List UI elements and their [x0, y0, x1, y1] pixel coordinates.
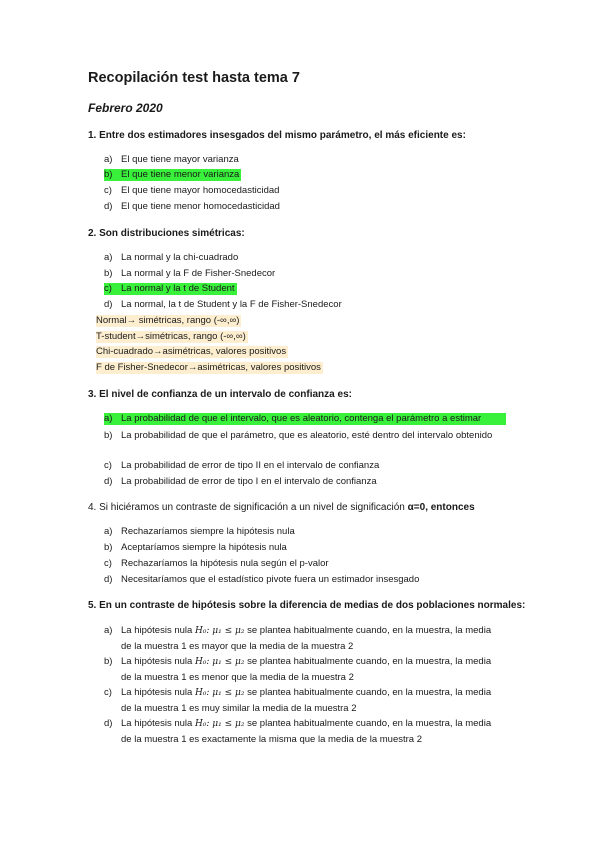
null-hypothesis-formula: H₀: μ₁ ≤ μ₂ [194, 719, 245, 729]
option-text: Aceptaríamos siempre la hipótesis nula [121, 542, 287, 553]
question-4 [88, 502, 475, 513]
q5-option-c [104, 685, 504, 716]
option-text: La probabilidad de error de tipo II en el intervalo de confianza [121, 460, 380, 471]
q3-option-d [104, 476, 377, 488]
q2-note-chicuadrado: Chi-cuadrado→asimétricas, valores positivos [96, 346, 287, 357]
option-letter: a) [104, 625, 113, 636]
q3-option-a-correct [104, 413, 506, 425]
q3-option-b [104, 428, 504, 443]
option-letter: c) [104, 283, 112, 294]
option-letter: b) [104, 656, 113, 667]
option-letter: d) [104, 574, 113, 585]
null-hypothesis-formula: H₀: μ₁ ≤ μ₂ [194, 657, 245, 667]
question-2: 2. Son distribuciones simétricas: [88, 228, 245, 239]
option-text: La normal y la t de Student [121, 283, 235, 294]
q5-option-d [104, 716, 504, 747]
document-title: Recopilación test hasta tema 7 [88, 70, 300, 86]
q4-option-d [104, 574, 419, 586]
option-text: Rechazaríamos siempre la hipótesis nula [121, 526, 295, 537]
option-text: La probabilidad de que el intervalo, que es aleatorio, contenga el parámetro a estimar [121, 413, 482, 424]
q2-option-d [104, 299, 342, 311]
option-letter: d) [104, 476, 113, 487]
q1-option-d [104, 201, 280, 213]
option-text: Necesitaríamos que el estadístico pivote fuera un estimador insesgado [121, 574, 420, 585]
q2-note-normal: Normal→ simétricas, rango (-∞,∞) [96, 315, 240, 326]
q5-option-b [104, 654, 504, 685]
option-text-pre: La hipótesis nula [121, 687, 195, 698]
option-text-post: se plantea habitualmente cuando, en la muestra, la media de la muestra 1 es exactamente la misma que la media de la muestra 2 [121, 718, 492, 745]
option-letter: d) [104, 201, 113, 212]
option-text: El que tiene mayor varianza [121, 154, 239, 165]
option-text: El que tiene mayor homocedasticidad [121, 185, 280, 196]
question-3: 3. El nivel de confianza de un intervalo de confianza es: [88, 389, 352, 400]
option-letter: b) [104, 542, 113, 553]
option-letter: b) [104, 169, 113, 180]
q4-option-c [104, 558, 329, 570]
option-text-post: se plantea habitualmente cuando, en la muestra, la media de la muestra 1 es mayor que la media de la muestra 2 [121, 625, 492, 652]
q4-option-a [104, 526, 295, 538]
q5-option-a [104, 623, 504, 654]
option-letter: b) [104, 430, 113, 441]
option-text-pre: La hipótesis nula [121, 718, 195, 729]
q3-option-c [104, 460, 379, 472]
option-text: El que tiene menor varianza [121, 169, 240, 180]
q2-note-tstudent: T-student→simétricas, rango (-∞,∞) [96, 331, 246, 342]
option-letter: d) [104, 299, 113, 310]
option-letter: a) [104, 252, 113, 263]
option-letter: c) [104, 558, 112, 569]
option-text: La normal, la t de Student y la F de Fisher-Snedecor [121, 299, 342, 310]
question-4-text-pre: 4. Si hiciéramos un contraste de significación a un nivel de significación [88, 502, 408, 513]
null-hypothesis-formula: H₀: μ₁ ≤ μ₂ [194, 626, 245, 636]
option-letter: d) [104, 718, 113, 729]
option-letter: c) [104, 460, 112, 471]
option-letter: a) [104, 413, 113, 424]
document-subtitle: Febrero 2020 [88, 101, 163, 115]
q2-note-fisher: F de Fisher-Snedecor→asimétricas, valores positivos [96, 362, 321, 373]
option-text-pre: La hipótesis nula [121, 625, 195, 636]
q1-option-c [104, 185, 279, 197]
option-text-post: se plantea habitualmente cuando, en la muestra, la media de la muestra 1 es muy similar la media de la muestra 2 [121, 687, 492, 714]
option-text-pre: La hipótesis nula [121, 656, 195, 667]
question-1: 1. Entre dos estimadores insesgados del mismo parámetro, el más eficiente es: [88, 130, 466, 141]
option-letter: a) [104, 154, 113, 165]
option-text-post: se plantea habitualmente cuando, en la muestra, la media de la muestra 1 es menor que la media de la muestra 2 [121, 656, 492, 683]
q2-option-b [104, 268, 275, 280]
q1-option-b-correct [104, 169, 241, 181]
alpha-symbol: α=0 [407, 502, 426, 513]
option-letter: c) [104, 185, 112, 196]
option-text: La probabilidad de que el parámetro, que es aleatorio, esté dentro del intervalo obtenido [121, 430, 493, 441]
option-text: La probabilidad de error de tipo I en el intervalo de confianza [121, 476, 377, 487]
q4-option-b [104, 542, 287, 554]
q1-option-a [104, 154, 239, 166]
option-letter: b) [104, 268, 113, 279]
option-letter: c) [104, 687, 112, 698]
null-hypothesis-formula: H₀: μ₁ ≤ μ₂ [194, 688, 245, 698]
option-text: La normal y la F de Fisher-Snedecor [121, 268, 276, 279]
option-text: El que tiene menor homocedasticidad [121, 201, 280, 212]
option-text: La normal y la chi-cuadrado [121, 252, 239, 263]
option-letter: a) [104, 526, 113, 537]
question-5: 5. En un contraste de hipótesis sobre la diferencia de medias de dos poblaciones normales: [88, 600, 526, 611]
q2-option-c-correct [104, 283, 237, 295]
q2-option-a [104, 252, 238, 264]
option-text: Rechazaríamos la hipótesis nula según el p-valor [121, 558, 329, 569]
question-4-text-post: , entonces [425, 502, 475, 513]
